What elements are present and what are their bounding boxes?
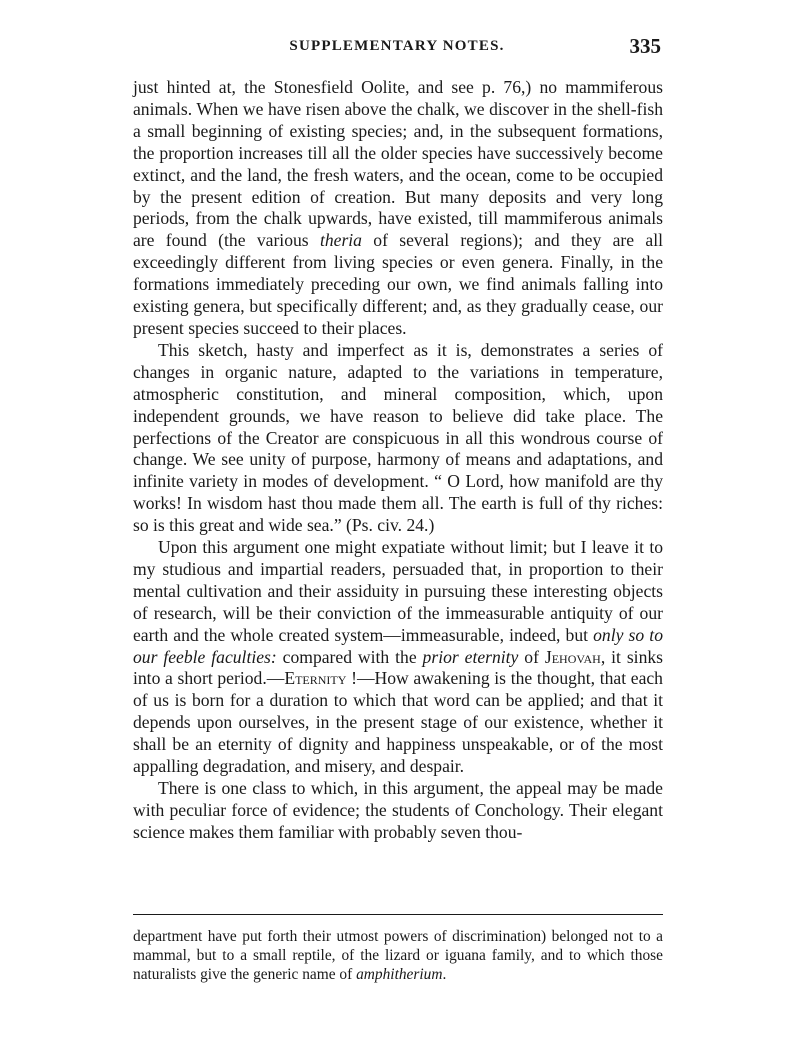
- jehovah-smallcaps: Jehovah: [544, 646, 601, 667]
- running-head: SUPPLEMENTARY NOTES.: [289, 38, 505, 54]
- footnote-rule: [133, 914, 663, 915]
- page-header: [133, 34, 661, 64]
- paragraph-3: [133, 537, 663, 778]
- paragraph-2: This sketch, hasty and imperfect as it is, demonstrates a series of changes in organic nature, adapted to the variations in temperature, atmospheric constitution, and mineral composition, which, upon independent grounds, we have reason to believe did take place. The perfections of the Creator are conspicuous in all this wondrous course of change. We see unity of purpose, harmony of means and adaptations, and infinite variety in modes of development. “ O Lord, how manifold are thy works! In wisdom hast thou made them all. The earth is full of thy riches: so is this great and wide sea.” (Ps. civ. 24.): [133, 339, 663, 536]
- footnote-text-b: .: [442, 966, 447, 984]
- page-number: 335: [629, 34, 661, 58]
- footnote-text-a: department have put forth their utmost powers of discrimination) belonged not to a mammal, but to a small reptile, of the lizard or iguana family, and to which those naturalists give the generic name of: [133, 928, 663, 984]
- italic-feeble-faculties: only so to our feeble faculties:: [133, 624, 663, 667]
- paragraph-1-text-b: of several regions); and they are all exceedingly different from living species or even genera. Finally, in the formations immediately preceding our own, we find animals falling into existing genera, but specifically different; and, as they gradually cease, our present species succeed to their places.: [133, 230, 663, 338]
- footnote-paragraph: [133, 927, 663, 985]
- paragraph-3-text-a: Upon this argument one might expatiate without limit; but I leave it to my studious and impartial readers, persuaded that, in proportion to their mental cultivation and their assiduity in pursuing these interesting objects of research, will be their conviction of the immeasurable antiquity of our earth and the whole created system—immeasurable, indeed, but: [133, 537, 663, 645]
- paragraph-1: [133, 77, 663, 340]
- italic-prior-eternity: prior eternity: [422, 646, 519, 667]
- footnote: [133, 927, 663, 985]
- paragraph-3-text-d: , it sinks into a short period.—: [133, 646, 664, 689]
- paragraph-4: There is one class to which, in this argument, the appeal may be made with peculiar force of evidence; the students of Conchology. Their elegant science makes them familiar with probably seven thou-: [133, 778, 663, 842]
- amphitherium-term: amphitherium: [356, 966, 443, 984]
- eternity-smallcaps: Eternity: [284, 668, 347, 689]
- paragraph-3-text-b: compared with the: [276, 646, 423, 667]
- paragraph-3-text-c: of: [518, 646, 545, 667]
- main-text: [133, 77, 663, 844]
- paragraph-1-text-a: just hinted at, the Stonesfield Oolite, and see p. 76,) no mammiferous animals. When we have risen above the chalk, we discover in the shell-fish a small beginning of existing species; and, in the subsequent formations, the proportion increases till all the older species have successively become extinct, and the land, the fresh waters, and the ocean, come to be occupied by the present edition of creation. But many deposits and very long periods, from the chalk upwards, have existed, till mammiferous animals are found (the various: [133, 77, 663, 251]
- paragraph-3-text-e: !—How awakening is the thought, that each of us is born for a duration to which that word can be applied; and that it depends upon ourselves, in the present stage of our existence, whether it shall be an eternity of dignity and happiness unspeakable, or of the most appalling degradation, and misery, and despair.: [133, 668, 663, 777]
- theria-term: theria: [319, 230, 362, 251]
